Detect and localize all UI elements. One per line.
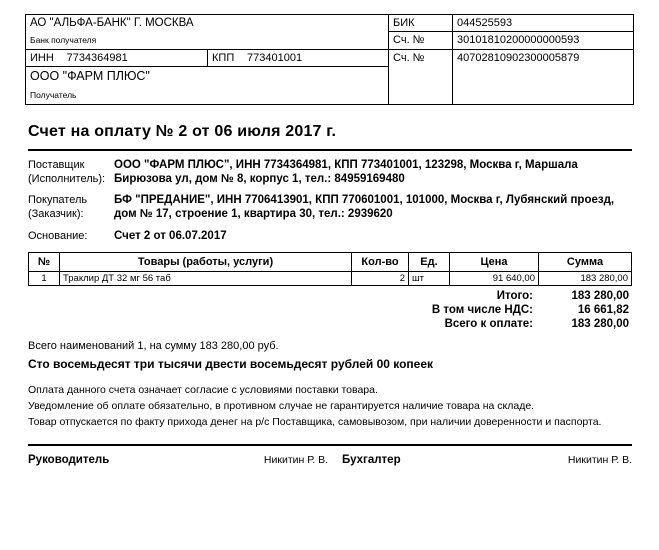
corr-account-value: 30101810200000000593 bbox=[457, 34, 580, 46]
bik-label: БИК bbox=[393, 17, 415, 29]
header-name: Товары (работы, услуги) bbox=[60, 252, 352, 271]
director-label: Руководитель bbox=[28, 453, 110, 466]
cell-sum: 183 280,00 bbox=[539, 271, 632, 285]
basis-value: Счет 2 от 06.07.2017 bbox=[114, 229, 227, 242]
totals-label-vat: В том числе НДС: bbox=[431, 303, 533, 316]
buyer-block bbox=[28, 193, 638, 221]
bank-caption-cell bbox=[26, 32, 389, 50]
header-sum: Сумма bbox=[539, 252, 632, 271]
director-name: Никитин Р. В. bbox=[263, 453, 328, 466]
supplier-block bbox=[28, 158, 638, 186]
totals-block bbox=[28, 289, 632, 331]
totals-row-payable bbox=[28, 317, 632, 331]
supplier-label-line1: Поставщик bbox=[28, 158, 85, 171]
kpp-label: КПП bbox=[212, 51, 235, 64]
cell-num: 1 bbox=[29, 271, 60, 285]
totals-value-vat: 16 661,82 bbox=[577, 303, 629, 316]
invoice-document bbox=[0, 14, 659, 550]
cell-name: Траклир ДТ 32 мг 56 таб bbox=[60, 271, 352, 285]
inn-value: 7734364981 bbox=[66, 51, 128, 64]
totals-row-vat bbox=[28, 303, 632, 317]
header-num: № bbox=[29, 252, 60, 271]
notes-block bbox=[28, 383, 628, 430]
totals-label-payable: Всего к оплате: bbox=[444, 317, 533, 330]
account-value-cell bbox=[453, 49, 634, 104]
basis-block bbox=[28, 230, 659, 242]
bik-value-cell bbox=[453, 15, 634, 32]
account-value: 40702810902300005879 bbox=[457, 51, 580, 64]
supplier-value: ООО "ФАРМ ПЛЮС", ИНН 7734364981, КПП 773401001, 123298, Москва г, Маршала Бирюзова ул, дом № 8, корпус 1, тел.: 84959169480 bbox=[114, 158, 578, 185]
items-count-line: Всего наименований 1, на сумму 183 280,00 руб. bbox=[28, 339, 279, 352]
accountant-name: Никитин Р. В. bbox=[567, 453, 632, 466]
items-header-row bbox=[29, 252, 632, 271]
page-title: Счет на оплату № 2 от 06 июля 2017 г. bbox=[28, 122, 337, 140]
amount-in-words: Сто восемьдесят три тысячи двести восемьдесят рублей 00 копеек bbox=[28, 356, 434, 371]
bank-name-cell bbox=[26, 15, 389, 32]
receiver-caption: Получатель bbox=[30, 89, 77, 100]
totals-label-total: Итого: bbox=[496, 289, 533, 302]
totals-value-total: 183 280,00 bbox=[571, 289, 629, 302]
kpp-cell bbox=[208, 49, 389, 66]
account-label: Сч. № bbox=[393, 51, 425, 64]
accountant-block bbox=[342, 454, 632, 466]
buyer-label-line1: Покупатель bbox=[28, 193, 88, 206]
supplier-label-line2: (Исполнитель): bbox=[28, 172, 106, 185]
bank-details-table bbox=[25, 14, 634, 105]
bik-label-cell bbox=[389, 15, 453, 32]
buyer-label bbox=[28, 193, 114, 221]
table-row bbox=[29, 271, 632, 285]
signature-row bbox=[28, 454, 632, 466]
bank-name: АО "АЛЬФА-БАНК" Г. МОСКВА bbox=[30, 17, 194, 29]
inn-cell bbox=[26, 49, 208, 66]
buyer-label-line2: (Заказчик): bbox=[28, 207, 84, 220]
receiver-name-cell bbox=[26, 66, 389, 87]
cell-qty: 2 bbox=[352, 271, 409, 285]
totals-value-payable: 183 280,00 bbox=[571, 317, 629, 330]
corr-label-cell bbox=[389, 32, 453, 50]
buyer-value: БФ "ПРЕДАНИЕ", ИНН 7706413901, КПП 770601001, 101000, Москва г, Лубянский проезд, дом № 17, строение 1, квартира 30, тел.: 2939620 bbox=[114, 193, 615, 220]
totals-row-total bbox=[28, 289, 632, 303]
items-table bbox=[28, 252, 632, 286]
account-label-cell bbox=[389, 49, 453, 104]
note-line-3: Товар отпускается по факту прихода денег на р/с Поставщика, самовывозом, при наличии доверенности и паспорта. bbox=[28, 415, 602, 428]
title-divider bbox=[28, 149, 632, 151]
inn-label: ИНН bbox=[30, 51, 54, 64]
note-line-2: Уведомление об оплате обязательно, в противном случае не гарантируется наличие товара на складе. bbox=[28, 399, 535, 412]
bank-caption: Банк получателя bbox=[30, 34, 97, 45]
cell-unit: шт bbox=[409, 271, 450, 285]
corr-account-label: Сч. № bbox=[393, 34, 425, 46]
supplier-label bbox=[28, 158, 114, 186]
receiver-caption-cell bbox=[26, 87, 389, 105]
signature-divider bbox=[28, 444, 632, 446]
header-price: Цена bbox=[450, 252, 539, 271]
cell-price: 91 640,00 bbox=[450, 271, 539, 285]
header-qty: Кол-во bbox=[352, 252, 409, 271]
kpp-value: 773401001 bbox=[247, 51, 303, 64]
receiver-name: ООО "ФАРМ ПЛЮС" bbox=[30, 68, 150, 83]
note-line-1: Оплата данного счета означает согласие с условиями поставки товара. bbox=[28, 383, 378, 396]
director-block bbox=[28, 454, 342, 466]
corr-value-cell bbox=[453, 32, 634, 50]
basis-label: Основание: bbox=[28, 229, 88, 242]
header-unit: Ед. bbox=[409, 252, 450, 271]
accountant-label: Бухгалтер bbox=[342, 453, 401, 466]
bik-value: 044525593 bbox=[457, 17, 513, 29]
